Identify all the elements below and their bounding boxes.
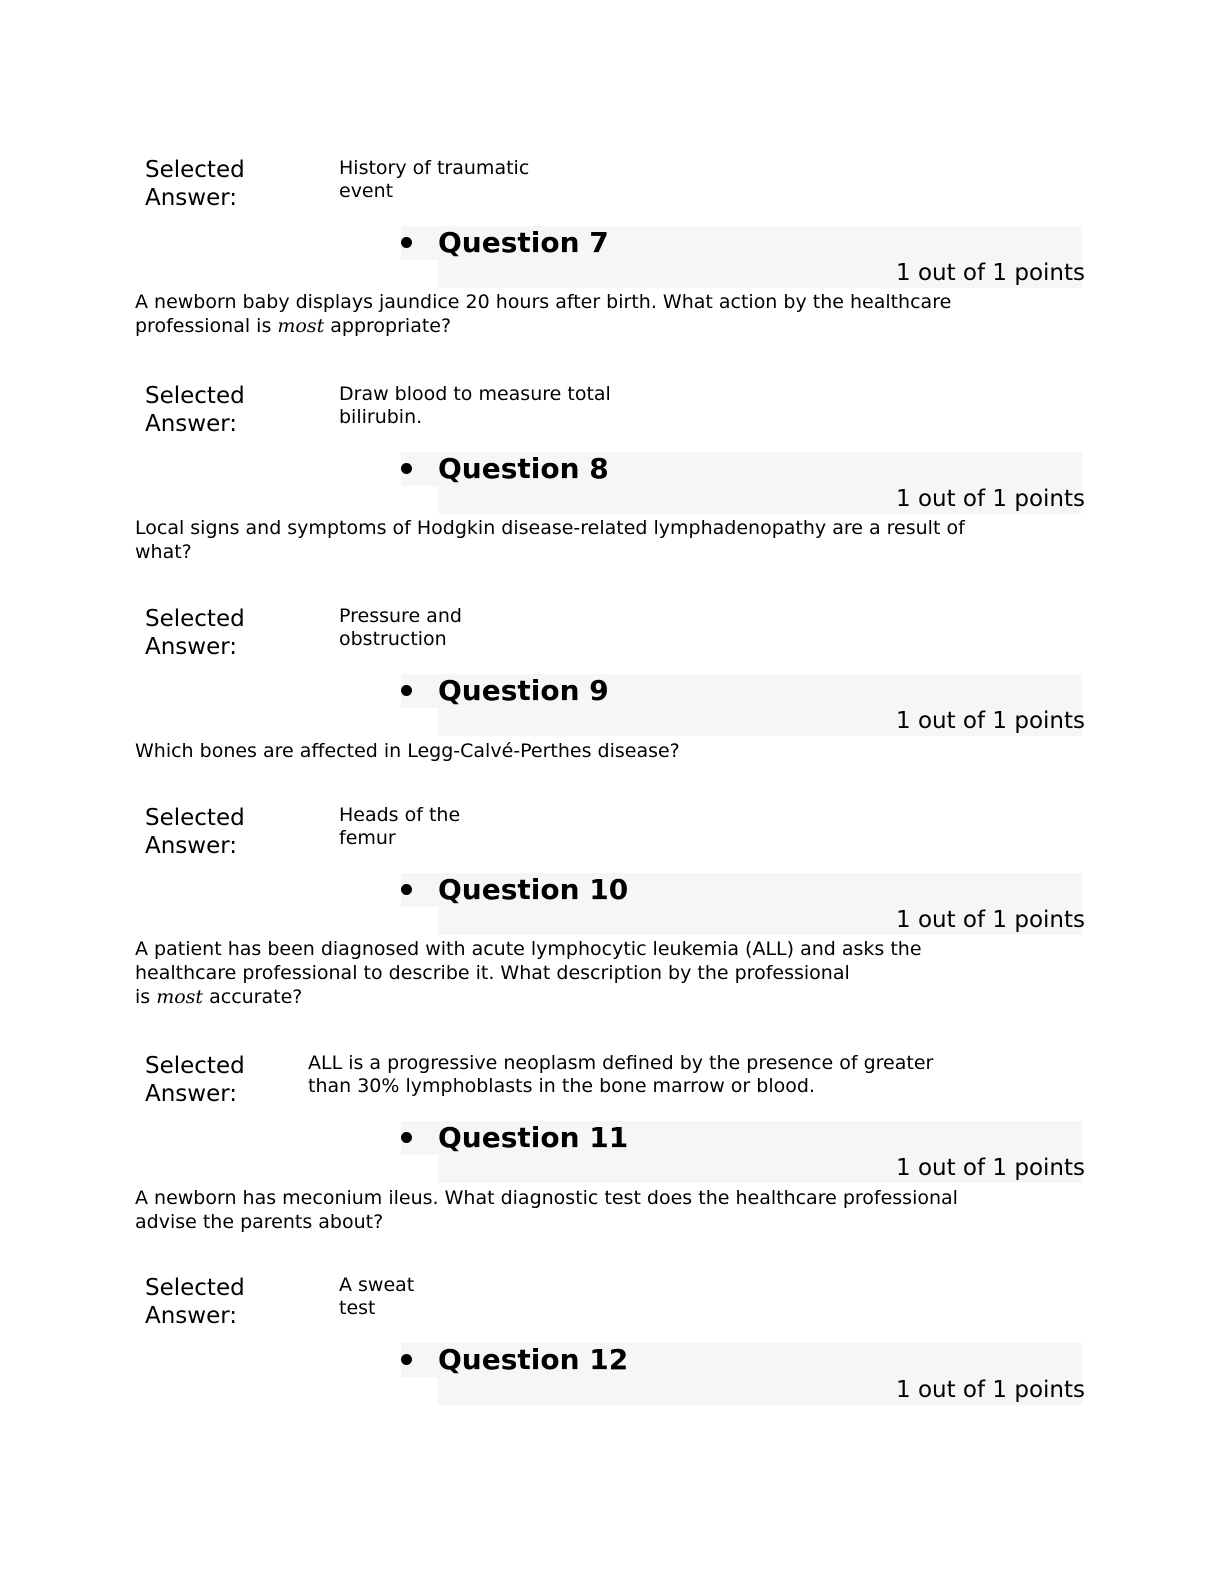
answer-line: A sweat <box>339 1274 415 1296</box>
question-points: 1 out of 1 points <box>896 1155 1085 1181</box>
question-points: 1 out of 1 points <box>896 486 1085 512</box>
bullet-icon <box>401 1354 412 1365</box>
selected-answer-label: Selected Answer: <box>145 606 245 660</box>
answer-line: obstruction <box>339 628 447 650</box>
selected-answer-value <box>339 1274 414 1320</box>
question-points: 1 out of 1 points <box>896 708 1085 734</box>
answer-line: than 30% lymphoblasts in the bone marrow or blood. <box>308 1075 815 1097</box>
question-title: Question 10 <box>438 873 629 906</box>
question-text-line: is most accurate? <box>135 986 303 1008</box>
question-title: Question 7 <box>438 226 609 259</box>
selected-answer-value <box>339 383 611 429</box>
answer-line: event <box>339 180 394 202</box>
answer-line: Draw blood to measure total <box>339 383 611 405</box>
bullet-icon <box>401 1132 412 1143</box>
answer-line: Heads of the <box>339 804 461 826</box>
selected-answer-value <box>308 1052 988 1098</box>
selected-answer-value <box>339 157 529 203</box>
question-text-line: professional is most appropriate? <box>135 315 452 337</box>
question-title: Question 12 <box>438 1343 629 1376</box>
answer-line: Pressure and <box>339 605 462 627</box>
question-text <box>135 739 1015 763</box>
question-text-line: A newborn baby displays jaundice 20 hours after birth. What action by the healthcare <box>135 291 952 313</box>
question-text-line: advise the parents about? <box>135 1211 384 1233</box>
bullet-icon <box>401 463 412 474</box>
question-text <box>135 516 1015 564</box>
bullet-icon <box>401 237 412 248</box>
question-title: Question 9 <box>438 674 609 707</box>
selected-answer-label: Selected Answer: <box>145 383 245 437</box>
answer-line: femur <box>339 827 396 849</box>
question-text-line: Local signs and symptoms of Hodgkin disease-related lymphadenopathy are a result of <box>135 517 965 539</box>
question-title: Question 8 <box>438 452 609 485</box>
question-text-line: Which bones are affected in Legg-Calvé-Perthes disease? <box>135 740 680 762</box>
emphasis: most <box>156 986 204 1008</box>
selected-answer-label: Selected Answer: <box>145 805 245 859</box>
answer-line: test <box>339 1297 376 1319</box>
selected-answer-label: Selected Answer: <box>145 157 245 211</box>
question-text <box>135 290 1015 338</box>
selected-answer-value <box>339 605 462 651</box>
question-points: 1 out of 1 points <box>896 260 1085 286</box>
question-text-line: healthcare professional to describe it. What description by the professional <box>135 962 850 984</box>
emphasis: most <box>277 315 325 337</box>
question-points: 1 out of 1 points <box>896 1377 1085 1403</box>
question-points: 1 out of 1 points <box>896 907 1085 933</box>
bullet-icon <box>401 884 412 895</box>
question-text <box>135 937 1015 1009</box>
question-text-line: A patient has been diagnosed with acute lymphocytic leukemia (ALL) and asks the <box>135 938 922 960</box>
bullet-icon <box>401 685 412 696</box>
selected-answer-label: Selected Answer: <box>145 1053 245 1107</box>
answer-line: bilirubin. <box>339 406 423 428</box>
selected-answer-label: Selected Answer: <box>145 1275 245 1329</box>
question-title: Question 11 <box>438 1121 629 1154</box>
question-text-line: A newborn has meconium ileus. What diagnostic test does the healthcare professional <box>135 1187 958 1209</box>
question-text-line: what? <box>135 541 192 563</box>
question-text <box>135 1186 1015 1234</box>
answer-line: ALL is a progressive neoplasm defined by the presence of greater <box>308 1052 934 1074</box>
answer-line: History of traumatic <box>339 157 530 179</box>
selected-answer-value <box>339 804 460 850</box>
